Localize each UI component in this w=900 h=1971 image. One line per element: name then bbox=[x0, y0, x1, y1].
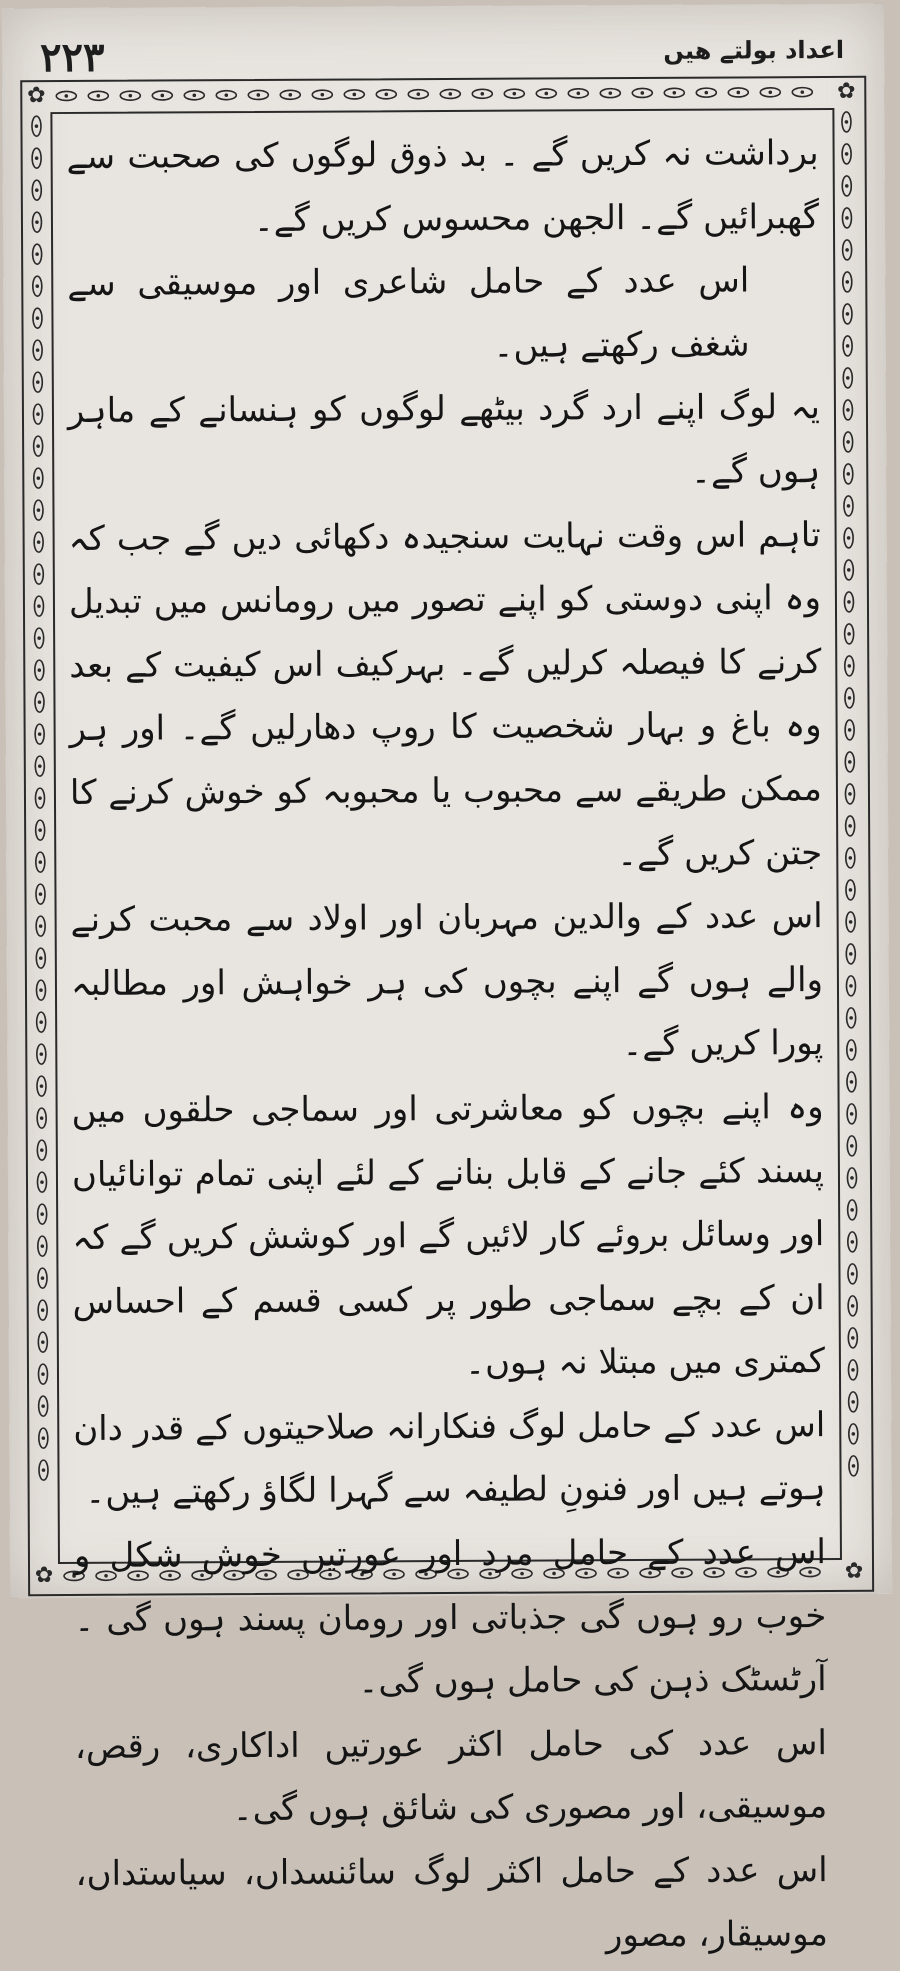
ornament-motif bbox=[664, 88, 684, 97]
book-page bbox=[2, 4, 892, 1955]
ornament-motif bbox=[845, 720, 854, 740]
ornament-motif bbox=[632, 88, 652, 97]
ornament-motif bbox=[38, 1332, 47, 1352]
ornament-motif bbox=[849, 1456, 858, 1476]
ornament-motif bbox=[847, 1072, 856, 1092]
ornament-motif bbox=[472, 89, 492, 98]
ornament-motif bbox=[844, 592, 853, 612]
page-number: ۲۲۳ bbox=[39, 33, 105, 82]
ornament-motif bbox=[33, 340, 42, 360]
ornament-motif bbox=[88, 91, 108, 100]
ornament-motif bbox=[844, 496, 853, 516]
ornament-motif bbox=[845, 752, 854, 772]
ornament-motif bbox=[152, 91, 172, 100]
ornament-motif bbox=[848, 1296, 857, 1316]
ornament-motif bbox=[37, 1012, 46, 1032]
ornament-motif bbox=[36, 852, 45, 872]
ornament-motif bbox=[846, 880, 855, 900]
ornament-motif bbox=[37, 1140, 46, 1160]
ornament-motif bbox=[32, 180, 41, 200]
ornament-motif bbox=[845, 784, 854, 804]
ornament-motif bbox=[37, 1076, 46, 1096]
ornament-motif bbox=[843, 336, 852, 356]
ornament-motif bbox=[842, 144, 851, 164]
ornament-motif bbox=[33, 244, 42, 264]
corner-flower-icon: ✿ bbox=[34, 1563, 54, 1589]
ornament-motif bbox=[38, 1204, 47, 1224]
ornament-motif bbox=[504, 89, 524, 98]
paragraph: یہ لوگ اپنے ارد گرد بیٹھے لوگوں کو ہنسانے کے ماہر ہوں گے۔ bbox=[67, 387, 821, 492]
ornament-motif bbox=[846, 912, 855, 932]
ornament-motif bbox=[848, 1328, 857, 1348]
ornament-motif bbox=[34, 468, 43, 488]
ornament-motif bbox=[846, 976, 855, 996]
ornament-motif bbox=[33, 276, 42, 296]
ornament-motif bbox=[847, 1104, 856, 1124]
ornament-motif bbox=[792, 88, 812, 97]
ornament-motif bbox=[39, 1428, 48, 1448]
ornament-motif bbox=[845, 688, 854, 708]
ornament-motif bbox=[36, 916, 45, 936]
corner-flower-icon: ✿ bbox=[844, 1558, 864, 1584]
corner-flower-icon: ✿ bbox=[27, 83, 46, 109]
ornament-motif bbox=[847, 1136, 856, 1156]
ornament-motif bbox=[849, 1424, 858, 1444]
ornament-motif bbox=[848, 1360, 857, 1380]
ornament-motif bbox=[35, 692, 44, 712]
ornament-motif bbox=[312, 90, 332, 99]
ornament-motif bbox=[38, 1300, 47, 1320]
ornament-motif bbox=[760, 88, 780, 97]
paragraph: اس عدد کے حامل اکثر لوگ سائنسداں، سیاستداں، موسیقار، مصور bbox=[75, 1850, 829, 1955]
ornament-motif bbox=[34, 532, 43, 552]
ornament-motif bbox=[846, 848, 855, 868]
ornament-motif bbox=[376, 90, 396, 99]
page-header bbox=[22, 26, 864, 80]
paragraph: اس عدد کی حامل اکثر عورتیں اداکاری، رقص، موسیقی، اور مصوری کی شائق ہوں گی۔ bbox=[74, 1722, 828, 1830]
ornament-motif bbox=[35, 724, 44, 744]
ornament-motif bbox=[35, 628, 44, 648]
ornament-motif bbox=[843, 304, 852, 324]
ornament-motif bbox=[843, 272, 852, 292]
paragraph: برداشت نہ کریں گے ۔ بد ذوق لوگوں کی صحبت سے گھبرائیں گے۔ الجھن محسوس کریں گے۔ bbox=[66, 133, 820, 240]
ornament-motif bbox=[36, 884, 45, 904]
ornament-motif bbox=[37, 1172, 46, 1192]
ornament-motif bbox=[32, 148, 41, 168]
ornament-motif bbox=[36, 820, 45, 840]
paragraph: اس عدد کے حامل مرد اور عورتیں خوش شکل و خوب رو ہوں گی جذباتی اور رومان پسند ہوں گی ۔ آرٹسٹک ذہن کی حامل ہوں گی۔ bbox=[73, 1532, 827, 1702]
ornament-motif bbox=[536, 89, 556, 98]
ornament-motif bbox=[56, 91, 76, 100]
ornament-motif bbox=[843, 240, 852, 260]
ornament-motif bbox=[280, 90, 300, 99]
ornament-motif bbox=[32, 116, 41, 136]
ornament-motif bbox=[842, 208, 851, 228]
ornament-motif bbox=[34, 500, 43, 520]
paragraph: اس عدد کے والدین مہربان اور اولاد سے محبت کرنے والے ہوں گے اپنے بچوں کی ہر خواہش اور مطالبہ پورا کریں گے۔ bbox=[70, 896, 824, 1065]
ornament-motif bbox=[184, 91, 204, 100]
ornament-motif bbox=[842, 176, 851, 196]
ornament-motif bbox=[846, 816, 855, 836]
ornament-motif bbox=[120, 91, 140, 100]
ornament-motif bbox=[848, 1232, 857, 1252]
ornament-motif bbox=[37, 1108, 46, 1128]
ornament-motif bbox=[842, 112, 851, 132]
ornament-motif bbox=[248, 90, 268, 99]
ornament-motif bbox=[36, 980, 45, 1000]
paragraph: اس عدد کے حامل لوگ فنکارانہ صلاحیتوں کے قدر دان ہوتے ہیں اور فنونِ لطیفہ سے گہرا لگاؤ رکھتے ہیں۔ bbox=[73, 1404, 826, 1513]
ornament-motif bbox=[34, 596, 43, 616]
ornament-motif bbox=[33, 404, 42, 424]
ornament-motif bbox=[32, 212, 41, 232]
ornament-motif bbox=[696, 88, 716, 97]
ornament-motif bbox=[848, 1200, 857, 1220]
ornament-motif bbox=[847, 1008, 856, 1028]
ornament-motif bbox=[36, 948, 45, 968]
ornament-motif bbox=[600, 89, 620, 98]
ornament-motif bbox=[844, 464, 853, 484]
ornament-motif bbox=[843, 400, 852, 420]
ornament-motif bbox=[33, 308, 42, 328]
ornament-motif bbox=[35, 788, 44, 808]
ornament-motif bbox=[33, 372, 42, 392]
paragraph: وہ اپنے بچوں کو معاشرتی اور سماجی حلقوں میں پسند کئے جانے کے قابل بنانے کے لئے اپنی تمام توانائیاں اور وسائل بروئے کار لائیں گے اور کوشش کریں گے کہ ان کے بچے سماجی طور پر کسی قسم کے احساس کمتری میں مبتلا نہ ہوں۔ bbox=[71, 1086, 826, 1384]
ornament-motif bbox=[728, 88, 748, 97]
ornament-motif bbox=[38, 1236, 47, 1256]
ornament-motif bbox=[844, 560, 853, 580]
paragraph: اس عدد کے حامل شاعری اور موسیقی سے شغف رکھتے ہیں۔ bbox=[67, 260, 750, 366]
ornament-motif bbox=[35, 660, 44, 680]
border-ornament-top bbox=[22, 78, 860, 110]
ornament-motif bbox=[34, 436, 43, 456]
ornament-motif bbox=[568, 89, 588, 98]
ornament-motif bbox=[38, 1268, 47, 1288]
paragraph: تاہم اس وقت نہایت سنجیدہ دکھائی دیں گے جب کہ وہ اپنی دوستی کو اپنے تصور میں رومانس میں تبدیل کرنے کا فیصلہ کرلیں گے۔ بہرکیف اس کیفیت کے بعد وہ باغ و بہار شخصیت کا روپ دھارلیں گے۔ اور ہر ممکن طریقے سے محبوب یا محبوبہ کو خوش کرنے کا جتن کریں گے۔ bbox=[68, 514, 823, 874]
ornament-motif bbox=[847, 1168, 856, 1188]
ornament-motif bbox=[848, 1264, 857, 1284]
ornament-motif bbox=[216, 91, 236, 100]
running-title: اعداد بولتے ھیں bbox=[663, 35, 845, 65]
body-text bbox=[66, 122, 828, 1970]
ornament-motif bbox=[845, 624, 854, 644]
ornament-motif bbox=[844, 432, 853, 452]
ornament-motif bbox=[847, 1040, 856, 1060]
ornament-motif bbox=[344, 90, 364, 99]
ornament-motif bbox=[39, 1460, 48, 1480]
ornament-motif bbox=[846, 944, 855, 964]
ornament-motif bbox=[408, 90, 428, 99]
ornament-motif bbox=[845, 656, 854, 676]
ornament-motif bbox=[35, 756, 44, 776]
ornament-motif bbox=[38, 1364, 47, 1384]
ornament-motif bbox=[440, 89, 460, 98]
ornament-motif bbox=[844, 528, 853, 548]
ornament-motif bbox=[849, 1392, 858, 1412]
ornament-motif bbox=[39, 1396, 48, 1416]
ornament-motif bbox=[37, 1044, 46, 1064]
corner-flower-icon: ✿ bbox=[837, 78, 856, 104]
ornament-motif bbox=[34, 564, 43, 584]
ornament-motif bbox=[843, 368, 852, 388]
